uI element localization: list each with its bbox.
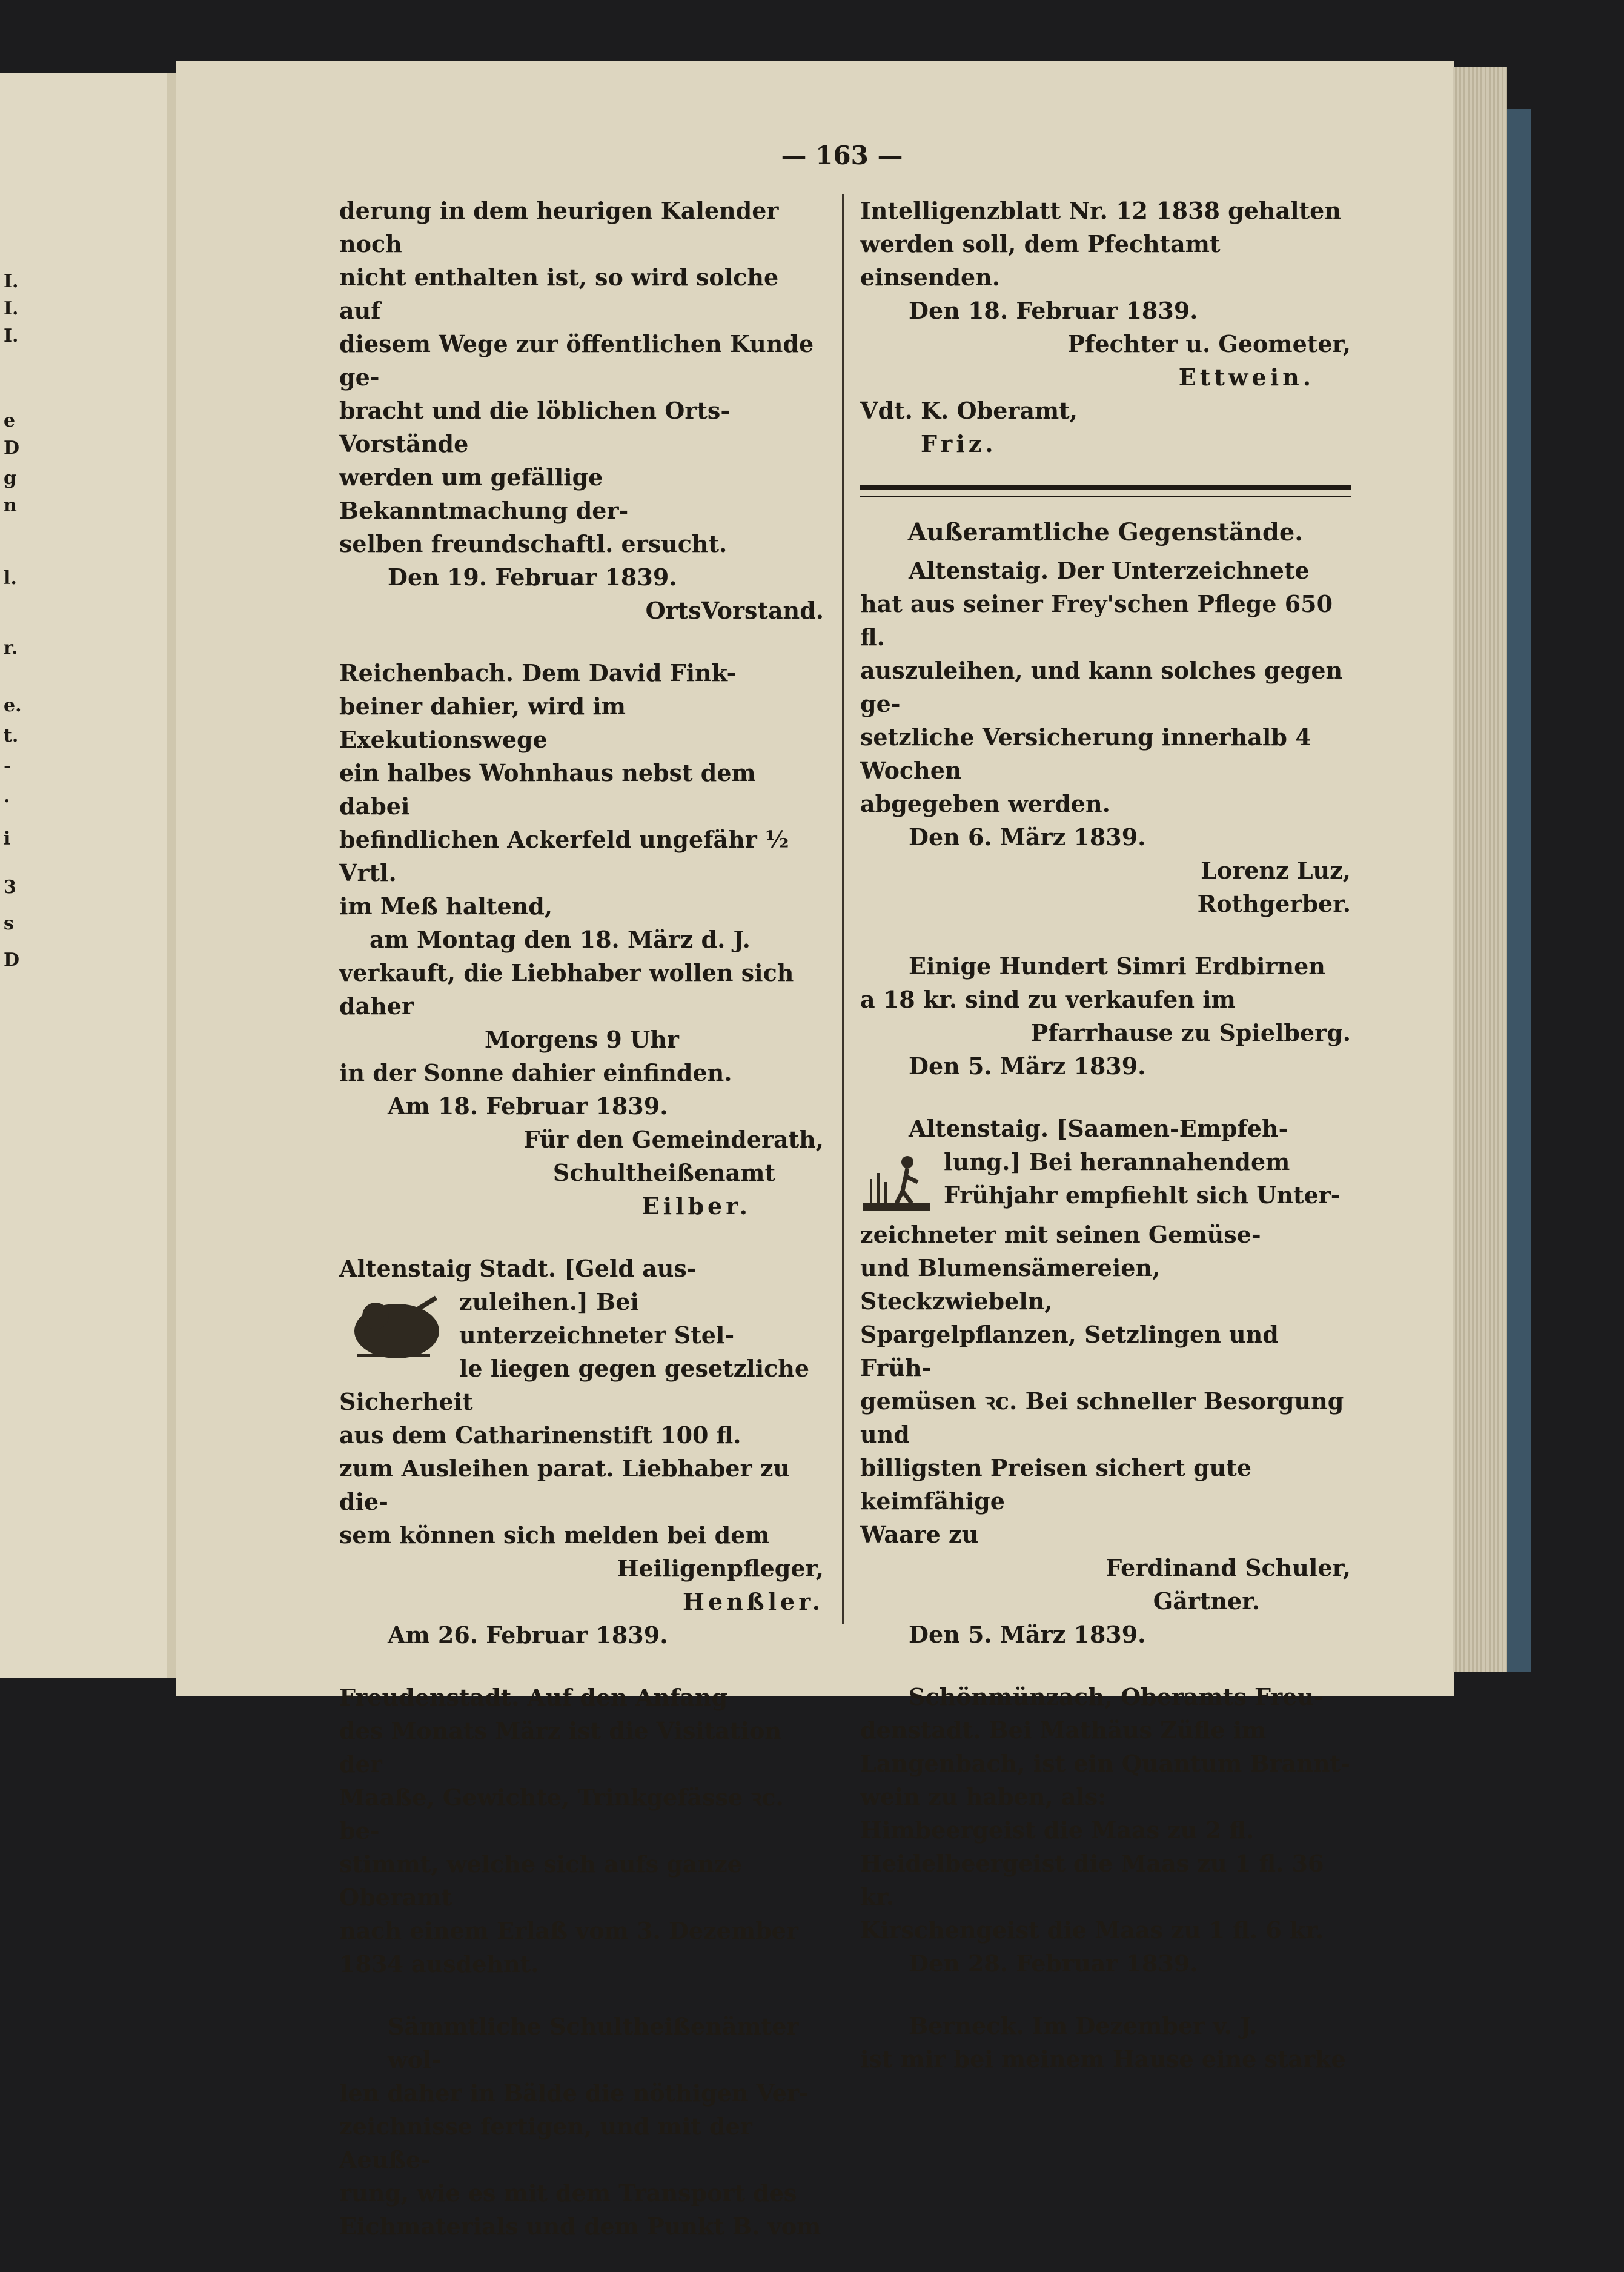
text-line: zum Ausleihen parat. Liebhaber zu die- bbox=[339, 1455, 790, 1515]
notice-reichenbach bbox=[339, 656, 824, 1223]
notice-signature: Heiligenpfleger, bbox=[617, 1555, 824, 1582]
text-line: Altenstaig. [Saamen-Empfeh- bbox=[909, 1115, 1288, 1142]
notice-signature: OrtsVorstand. bbox=[645, 597, 824, 624]
text-line: len daher in Bälde die nöthigen Ver- bbox=[339, 2079, 809, 2107]
text-line: le liegen gegen gesetzliche Sicherheit bbox=[339, 1355, 810, 1415]
text-line: lung.] Bei herannahendem bbox=[944, 1148, 1290, 1175]
text-line: Maaße, Gewichte, Trinkgefässe ꝛc. be- bbox=[339, 1784, 784, 1844]
margin-letter: I. bbox=[4, 271, 19, 292]
text-line: Kirschengeist die Maas zu 1 fl. 6 kr. bbox=[860, 1916, 1324, 1944]
margin-letter: g bbox=[4, 468, 16, 489]
text-line: des Monats März ist die Visitation der bbox=[339, 1717, 781, 1778]
notice-pfechtamt bbox=[860, 194, 1351, 460]
margin-letter: e. bbox=[4, 695, 22, 716]
notice-date: Den 28. Februar 1839. bbox=[909, 1950, 1198, 1977]
margin-letter: - bbox=[4, 756, 12, 777]
text-line: hat aus seiner Frey'schen Pflege 650 fl. bbox=[860, 590, 1333, 651]
notice-signature: Gärtner. bbox=[1153, 1587, 1260, 1615]
text-line: billigsten Preisen sichert gute keimfähige bbox=[860, 1454, 1251, 1515]
notice-signature: Für den Gemeinderath, bbox=[523, 1126, 824, 1153]
notice-date: Am 18. Februar 1839. bbox=[388, 1092, 668, 1120]
text-line: rung, wie es mit dem Transport des bbox=[339, 2179, 797, 2207]
notice-date: Den 18. Februar 1839. bbox=[909, 297, 1198, 324]
text-line: Pfarrhause zu Spielberg. bbox=[1030, 1019, 1351, 1046]
text-line: Spargelpflanzen, Setzlingen und Früh- bbox=[860, 1321, 1279, 1381]
text-line: Intelligenzblatt Nr. 12 1838 gehalten bbox=[860, 197, 1341, 224]
text-line: wein zu haben, als: bbox=[860, 1783, 1107, 1810]
page-number: — 163 — bbox=[781, 141, 903, 170]
notice-date: Den 5. März 1839. bbox=[909, 1052, 1146, 1080]
gardener-illustration bbox=[860, 1149, 933, 1215]
text-line: sem können sich melden bei dem bbox=[339, 1521, 770, 1549]
notice-signature: Lorenz Luz, bbox=[1201, 857, 1351, 884]
text-line: Altenstaig. Der Unterzeichnete bbox=[909, 557, 1310, 584]
text-line: Himbeergeist die Maas zu 2 fl. bbox=[860, 1816, 1254, 1844]
page-stack-edge bbox=[1453, 67, 1507, 1672]
text-line: Berneck. Im Dezember v. J. bbox=[909, 2012, 1258, 2039]
margin-letter: n bbox=[4, 495, 17, 516]
text-line: zeichnisse fertigen, und mit der Aeuße- bbox=[339, 2113, 752, 2173]
text-line: derung in dem heurigen Kalender noch bbox=[339, 197, 779, 257]
text-line: ist mir bei meinem Hause eine starke bbox=[860, 2045, 1346, 2073]
text-line: ein halbes Wohnhaus nebst dem dabei bbox=[339, 759, 756, 820]
notice-berneck bbox=[860, 2009, 1351, 2076]
text-line: setzliche Versicherung innerhalb 4 Wochen bbox=[860, 723, 1311, 784]
text-line: Freudenstadt. Auf den Anfang bbox=[339, 1684, 728, 1711]
text-line: aus dem Catharinenstift 100 fl. bbox=[339, 1421, 741, 1449]
margin-letter: . bbox=[4, 786, 10, 807]
notice-signature: Ferdinand Schuler, bbox=[1105, 1554, 1351, 1581]
notice-schultheissen bbox=[339, 2010, 824, 2243]
notice-signature: Vdt. K. Oberamt, bbox=[860, 397, 1078, 424]
margin-letter: e bbox=[4, 410, 16, 431]
margin-letter: l. bbox=[4, 568, 17, 589]
notice-signature: Ettwein. bbox=[1178, 364, 1314, 391]
text-line: im Meß haltend, bbox=[339, 892, 553, 920]
section-heading: Außeramtliche Gegenstände. bbox=[907, 518, 1304, 546]
text-line: zuleihen.] Bei unterzeichneter Stel- bbox=[459, 1288, 735, 1349]
left-column bbox=[339, 194, 824, 2272]
notice-signature: Schultheißenamt bbox=[552, 1159, 775, 1186]
margin-letter: t. bbox=[4, 725, 19, 746]
printer-ornament-illustration bbox=[339, 1289, 448, 1373]
text-line: nicht enthalten ist, so wird solche auf bbox=[339, 264, 779, 324]
text-line: diesem Wege zur öffentlichen Kunde ge- bbox=[339, 330, 814, 391]
text-line: beiner dahier, wird im Exekutionswege bbox=[339, 693, 626, 753]
notice-freudenstadt bbox=[339, 1681, 824, 1981]
text-line: Sämmtliche Schultheißenämter wol- bbox=[388, 2013, 799, 2073]
notice-signature: Friz. bbox=[921, 430, 997, 457]
margin-letter: D bbox=[4, 949, 20, 971]
book-cover-edge bbox=[1507, 109, 1531, 1672]
text-line: nach einem Erlaß vom 3. Dezember bbox=[339, 1917, 798, 1944]
text-line: denstadt. Bei Mathäus Züfle im bbox=[860, 1716, 1267, 1744]
text-line: abgegeben werden. bbox=[860, 790, 1110, 817]
margin-letter: D bbox=[4, 437, 20, 459]
right-column bbox=[860, 194, 1351, 2076]
text-line: Schönmünzach, Oberamts Freu- bbox=[909, 1683, 1324, 1710]
text-line: am Montag den 18. März d. J. bbox=[370, 926, 751, 953]
notice-date: Den 19. Februar 1839. bbox=[388, 563, 677, 591]
text-line: 1834 ausdehnt. bbox=[339, 1950, 539, 1978]
text-line: Altenstaig Stadt. [Geld aus- bbox=[339, 1255, 697, 1282]
text-line: bracht und die löblichen Orts-Vorstände bbox=[339, 397, 731, 457]
text-line: Eichmaterials und dem Punkt B. vom bbox=[339, 2213, 821, 2240]
text-line: gemüsen ꝛc. Bei schneller Besorgung und bbox=[860, 1387, 1344, 1448]
section-divider bbox=[860, 485, 1351, 497]
text-line: auszuleihen, und kann solches gegen ge- bbox=[860, 657, 1343, 717]
notice-continuation bbox=[339, 194, 824, 627]
notice-schoenmuenzach bbox=[860, 1680, 1351, 1980]
text-line: Reichenbach. Dem David Fink- bbox=[339, 659, 737, 686]
text-line: a 18 kr. sind zu verkaufen im bbox=[860, 986, 1236, 1013]
margin-letter: 3 bbox=[4, 877, 16, 898]
text-line: befindlichen Ackerfeld ungefähr ½ Vrtl. bbox=[339, 826, 789, 886]
notice-signature: Pfechter u. Geometer, bbox=[1067, 330, 1351, 357]
text-line: und Blumensämereien, Steckzwiebeln, bbox=[860, 1254, 1161, 1315]
notice-erdbirnen bbox=[860, 949, 1351, 1083]
column-divider bbox=[842, 194, 844, 1624]
notice-date: Am 26. Februar 1839. bbox=[388, 1621, 668, 1649]
text-line: in der Sonne dahier einfinden. bbox=[339, 1059, 732, 1086]
text-line: Heidelbeergeist die Maas zu 1 fl. 36 kr. bbox=[860, 1850, 1324, 1910]
text-line: werden um gefällige Bekanntmachung der- bbox=[339, 463, 629, 524]
notice-date: Den 5. März 1839. bbox=[909, 1621, 1146, 1648]
notice-date: Den 6. März 1839. bbox=[909, 823, 1146, 851]
margin-letter: s bbox=[4, 913, 14, 934]
margin-letter: I. bbox=[4, 298, 19, 319]
margin-letter: r. bbox=[4, 637, 18, 659]
text-line: verkauft, die Liebhaber wollen sich daher bbox=[339, 959, 794, 1020]
text-line: werden soll, dem Pfechtamt einsenden. bbox=[860, 230, 1221, 291]
notice-signature: Rothgerber. bbox=[1197, 890, 1351, 917]
text-line: Frühjahr empfiehlt sich Unter- bbox=[944, 1181, 1341, 1209]
text-line: Einige Hundert Simri Erdbirnen bbox=[909, 952, 1325, 980]
text-line: zeichneter mit seinen Gemüse- bbox=[860, 1221, 1261, 1248]
facing-page-edge bbox=[0, 73, 171, 1678]
text-line: Waare zu bbox=[860, 1521, 979, 1548]
notice-signature: Henßler. bbox=[683, 1588, 824, 1615]
text-line: Langenbach, ist ein Quantum Brannt- bbox=[860, 1750, 1350, 1777]
notice-altenstaig-stadt bbox=[339, 1252, 824, 1652]
text-line: selben freundschaftl. ersucht. bbox=[339, 530, 727, 557]
notice-signature: Eilber. bbox=[641, 1192, 751, 1220]
text-line: stimmt, welche sich aufs ganze Oberamt bbox=[339, 1850, 742, 1911]
notice-saamen bbox=[860, 1112, 1351, 1651]
notice-altenstaig bbox=[860, 554, 1351, 920]
margin-letter: I. bbox=[4, 325, 19, 347]
text-line: Morgens 9 Uhr bbox=[485, 1026, 679, 1053]
margin-letter: i bbox=[4, 828, 11, 849]
